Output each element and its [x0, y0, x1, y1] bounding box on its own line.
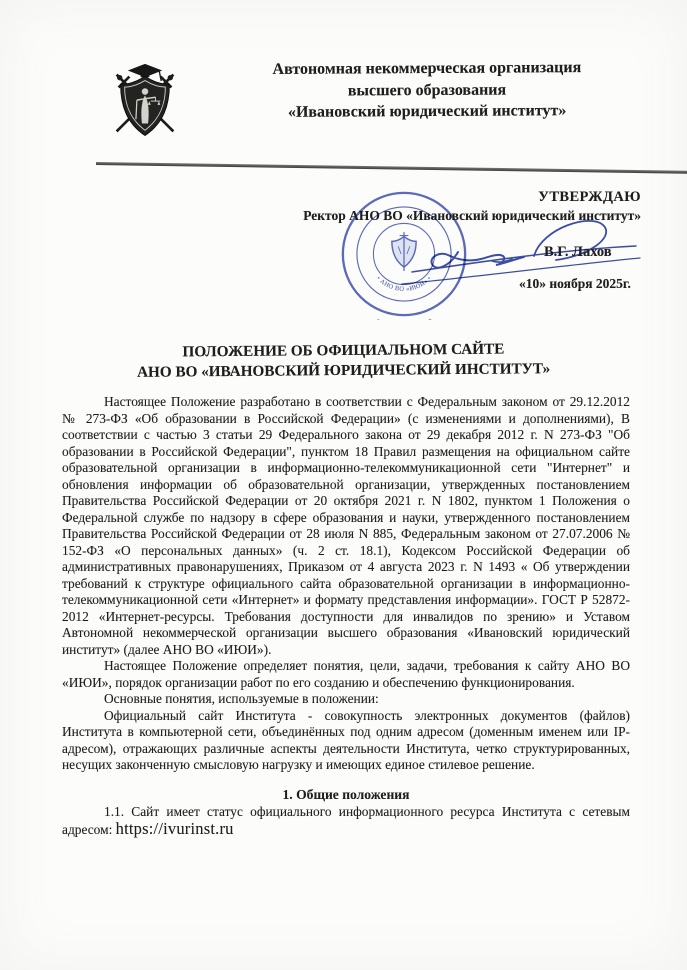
svg-text:Ивановская обл., г.о. Иваново [375, 318, 433, 320]
document-title [0, 338, 687, 383]
stamp-micro-ring-text [375, 318, 433, 320]
paragraph-1-1-text: 1.1. Сайт имеет статус официального информационного ресурса Института с сетевым адресом: [62, 804, 630, 837]
org-name-line1: Автономная некоммерческая организация [272, 59, 582, 78]
document-title-line1: ПОЛОЖЕНИЕ ОБ ОФИЦИАЛЬНОМ САЙТЕ [182, 340, 505, 361]
org-name-line2: высшего образования [347, 81, 507, 99]
paragraph-terms-intro: Основные понятия, используемые в положении: [104, 691, 379, 706]
stamp-bottom-ring-text: • АНО ВО «ИЮИ» • [374, 275, 434, 293]
org-name-line3: «Ивановский юридический институт» [287, 102, 567, 121]
site-url-text: https://ivurinst.ru [115, 818, 234, 838]
approval-date: «10» ноября 2025г. [519, 276, 631, 291]
approver-title-line: Ректор АНО ВО «Ивановский юридический институт» [303, 208, 641, 223]
org-name-header [168, 56, 686, 124]
paragraph-purpose: Настоящее Положение определяет понятия, цели, задачи, требования к сайту АНО ВО «ИЮИ», порядок организации работ по его созданию и обеспечению функционирования. [62, 658, 630, 690]
approval-block [60, 189, 641, 224]
header-divider-rule [96, 162, 687, 174]
paragraph-1-1 [62, 804, 630, 838]
document-title-line2: АНО ВО «ИВАНОВСКИЙ ЮРИДИЧЕСКИЙ ИНСТИТУТ» [136, 359, 551, 381]
paragraph-site-definition: Официальный сайт Института - совокупность электронных документов (файлов) Института в компьютерной сети, объединённых под одним адресом (доменным именем или IP-адресом), отражающих различные аспекты деятельности Института, четко структурированных, несущих законченную смысловую нагрузку и имеющих единое стилевое решение. [62, 707, 630, 772]
section-1-heading: 1. Общие положения [282, 786, 410, 802]
paragraph-legal-basis: Настоящее Положение разработано в соответствии с Федеральным законом от 29.12.2012 № 273-ФЗ «Об образовании в Российской Федерации» (с изменениями и дополнениями), В соответствии с частью 3 статьи 29 Федерального закона от 29 декабря 2012 г. N 273-ФЗ "Об образовании в Российской Федерации", пунктом 18 Правил размещения на официальном сайте образовательной организации в информационно-телекоммуникационной сети "Интернет" и обновления информации об образовательной организации, утвержденных постановлением Правительства Российской Федерации от 20 октября 2021 г. N 1802, пунктом 1 Положения о Федеральной службе по надзору в сфере образования и науки, утвержденного постановлением Правительства Российской Федерации от 28 июля N 885, Федеральным законом от 27.07.2006 № 152-ФЗ «О персональных данных» (ч. 2 ст. 18.1), Кодексом Российской Федерации об административных правонарушениях, Приказом от 4 августа 2023 г. N 1493 « Об утверждении требований к структуре официального сайта образовательной организации в информационно- телекоммуникационной сети «Интернет» и формату представления информации». ГОСТ Р 52872-2012 «Интернет-ресурсы. Требования доступности для инвалидов по зрению» и Уставом Автономной некоммерческой организации высшего образования «Ивановский юридический институт» (далее АНО ВО «ИЮИ»). [62, 394, 630, 657]
approval-label: УТВЕРЖДАЮ [538, 189, 641, 205]
signer-name: В.Г. Лахов [544, 244, 612, 260]
document-body [62, 394, 630, 838]
